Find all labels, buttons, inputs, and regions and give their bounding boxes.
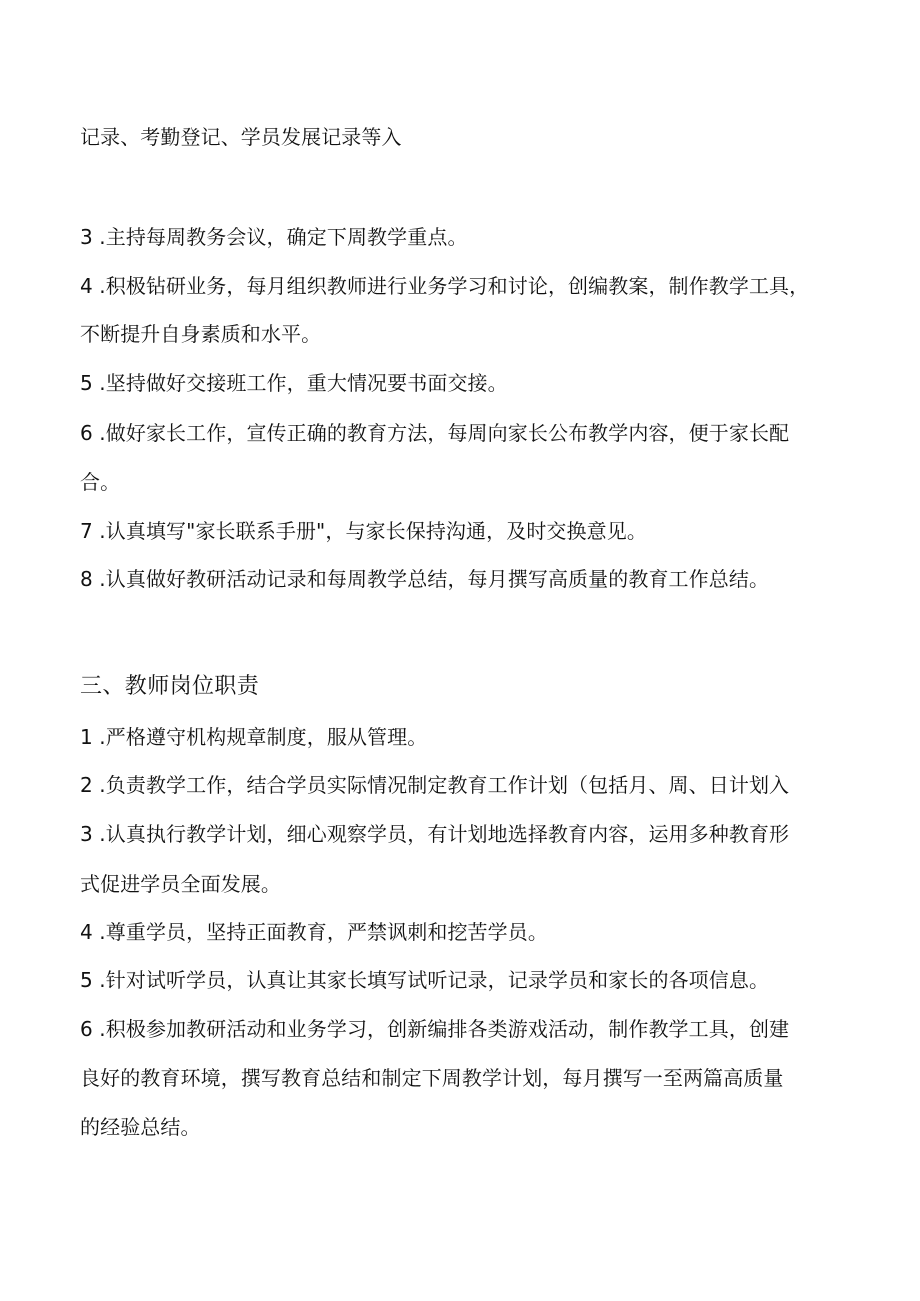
item-4-line-1: 4 .积极钻研业务，每月组织教师进行业务学习和讨论，创编教案，制作教学工具， [80, 274, 810, 298]
item-6-line-2: 合。 [80, 470, 121, 494]
duty-6-line-1: 6 .积极参加教研活动和业务学习，创新编排各类游戏活动，制作教学工具，创建 [80, 1017, 790, 1041]
duty-3-line-2: 式促进学员全面发展。 [80, 872, 281, 896]
duty-6-line-2: 良好的教育环境，撰写教育总结和制定下周教学计划，每月撰写一至两篇高质量 [80, 1066, 784, 1090]
item-3-line: 3 .主持每周教务会议，确定下周教学重点。 [80, 225, 468, 249]
duty-5-line: 5 .针对试听学员，认真让其家长填写试听记录，记录学员和家长的各项信息。 [80, 968, 770, 992]
duty-6-line-3: 的经验总结。 [80, 1115, 201, 1139]
item-5-line: 5 .坚持做好交接班工作，重大情况要书面交接。 [80, 371, 508, 395]
duty-1-line: 1 .严格遵守机构规章制度，服从管理。 [80, 725, 428, 749]
item-4-line-2: 不断提升自身素质和水平。 [80, 322, 322, 346]
item-7-line: 7 .认真填写"家长联系手册"，与家长保持沟通，及时交换意见。 [80, 519, 647, 543]
duty-2-line: 2 .负责教学工作，结合学员实际情况制定教育工作计划（包括月、周、日计划入 [80, 773, 790, 797]
item-6-line-1: 6 .做好家长工作，宣传正确的教育方法，每周向家长公布教学内容，便于家长配 [80, 421, 790, 445]
duty-4-line: 4 .尊重学员，坚持正面教育，严禁讽刺和挖苦学员。 [80, 920, 548, 944]
duty-3-line-1: 3 .认真执行教学计划，细心观察学员，有计划地选择教育内容，运用多种教育形 [80, 822, 790, 846]
item-8-line: 8 .认真做好教研活动记录和每周教学总结，每月撰写高质量的教育工作总结。 [80, 567, 770, 591]
section-3-heading: 三、教师岗位职责 [80, 674, 260, 699]
intro-line: 记录、考勤登记、学员发展记录等入 [80, 125, 402, 149]
